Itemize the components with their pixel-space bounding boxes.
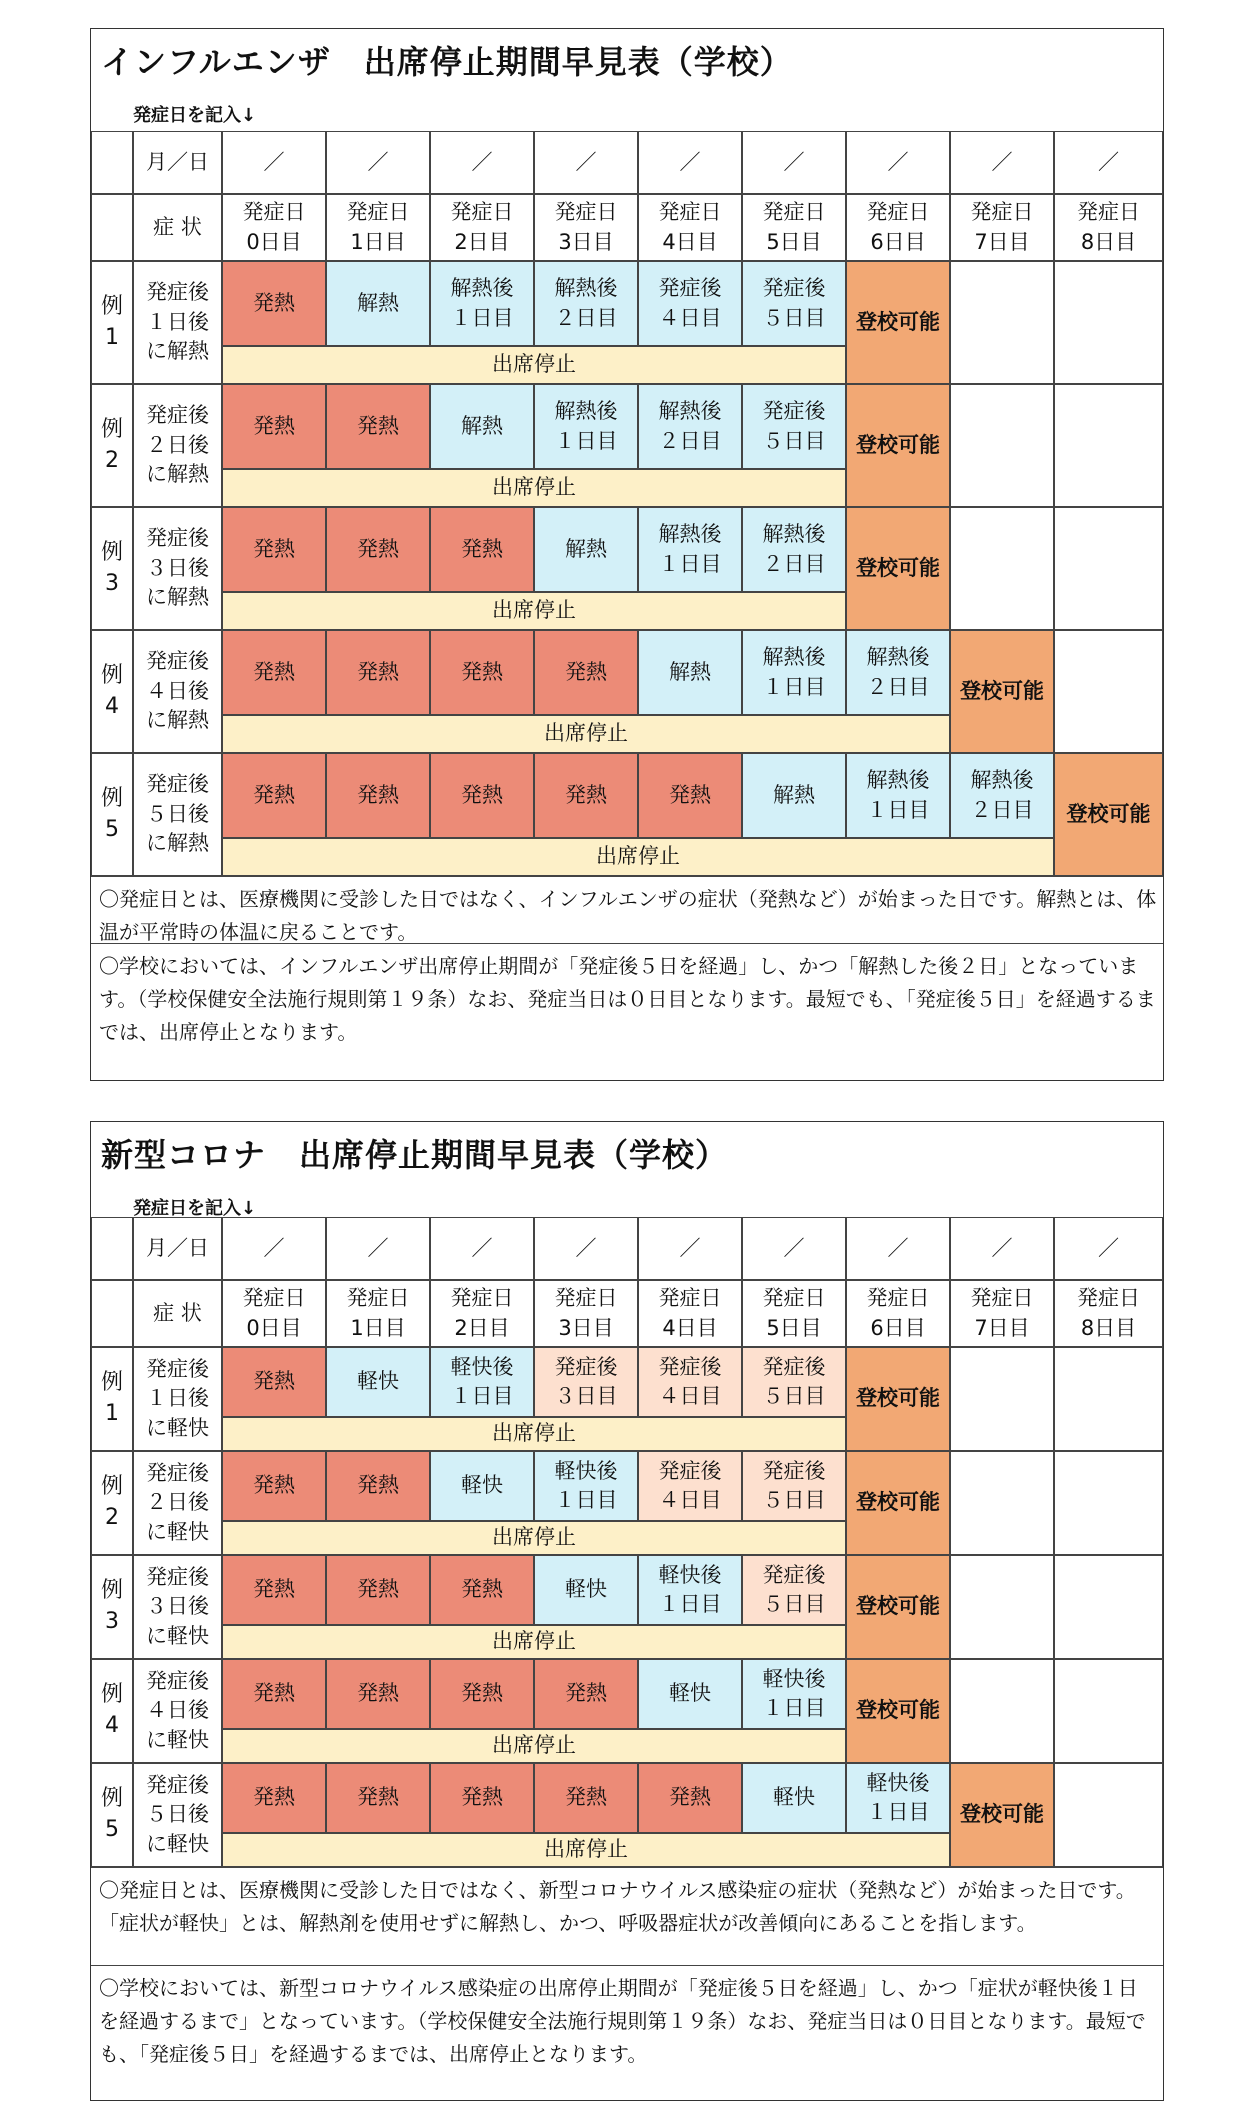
- day-header: 発症日 7日目: [950, 194, 1054, 261]
- status-cell-fall: 解熱後 １日目: [430, 261, 534, 346]
- empty-cell: [950, 261, 1054, 384]
- blank-header-cell: [91, 131, 133, 194]
- note-paragraph: 〇学校においては、新型コロナウイルス感染症の出席停止期間が「発症後５日を経過」し、かつ「症状が軽快後１日を経過するまで」となっています。（学校保健安全法施行規則第１９条）なお、発症当日は０日目となります。最短でも、「発症後５日」を経過するまでは、出席停止となります。: [91, 1965, 1163, 2071]
- status-cell-fall: 軽快: [430, 1451, 534, 1521]
- day-header: 発症日 5日目: [742, 1280, 846, 1347]
- empty-cell: [950, 384, 1054, 507]
- date-row-label: 月／日: [133, 1217, 222, 1280]
- status-cell-fever: 発熱: [222, 630, 326, 715]
- suspension-bar: 出席停止: [222, 715, 950, 753]
- example-label: 例 3: [91, 1555, 133, 1659]
- chart-title: インフルエンザ 出席停止期間早見表（学校）: [101, 43, 793, 81]
- date-input-slot[interactable]: ／: [430, 1217, 534, 1280]
- date-input-slot[interactable]: ／: [326, 1217, 430, 1280]
- empty-cell: [1054, 630, 1163, 753]
- status-cell-post: 発症後 ４日目: [638, 1347, 742, 1417]
- empty-cell: [1054, 507, 1163, 630]
- date-row-label: 月／日: [133, 131, 222, 194]
- date-input-slot[interactable]: ／: [638, 131, 742, 194]
- example-label: 例 5: [91, 1763, 133, 1867]
- note-paragraph: 〇学校においては、インフルエンザ出席停止期間が「発症後５日を経過」し、かつ「解熱した後２日」となっています。（学校保健安全法施行規則第１９条）なお、発症当日は０日目となります。最短でも、「発症後５日」を経過するまでは、出席停止となります。: [91, 943, 1163, 1049]
- status-cell-fever: 発熱: [326, 507, 430, 592]
- status-cell-fall: 解熱後 ２日目: [846, 630, 950, 715]
- status-cell-fall: 軽快: [326, 1347, 430, 1417]
- date-input-slot[interactable]: ／: [742, 131, 846, 194]
- status-cell-fever: 発熱: [222, 1555, 326, 1625]
- day-header: 発症日 1日目: [326, 194, 430, 261]
- influenza-chart: [90, 28, 1164, 1081]
- status-cell-fall: 解熱: [534, 507, 638, 592]
- example-label: 例 5: [91, 753, 133, 876]
- day-header: 発症日 4日目: [638, 1280, 742, 1347]
- day-header: 発症日 2日目: [430, 194, 534, 261]
- date-input-slot[interactable]: ／: [326, 131, 430, 194]
- return-to-school-cell: 登校可能: [846, 1451, 950, 1555]
- example-label: 例 1: [91, 261, 133, 384]
- status-cell-fever: 発熱: [222, 507, 326, 592]
- day-header: 発症日 0日目: [222, 1280, 326, 1347]
- status-cell-fever: 発熱: [430, 630, 534, 715]
- day-header: 発症日 3日目: [534, 194, 638, 261]
- suspension-bar: 出席停止: [222, 346, 846, 384]
- suspension-bar: 出席停止: [222, 592, 846, 630]
- empty-cell: [1054, 1763, 1163, 1867]
- status-cell-fever: 発熱: [326, 384, 430, 469]
- date-input-slot[interactable]: ／: [1054, 1217, 1163, 1280]
- example-description: 発症後 ５日後 に軽快: [133, 1763, 222, 1867]
- suspension-bar: 出席停止: [222, 1521, 846, 1555]
- status-cell-fever: 発熱: [638, 753, 742, 838]
- status-cell-fall: 軽快後 １日目: [638, 1555, 742, 1625]
- status-cell-fall: 軽快後 １日目: [534, 1451, 638, 1521]
- date-input-slot[interactable]: ／: [534, 1217, 638, 1280]
- example-label: 例 1: [91, 1347, 133, 1451]
- date-input-slot[interactable]: ／: [222, 131, 326, 194]
- status-cell-post: 発症後 ３日目: [534, 1347, 638, 1417]
- day-header: 発症日 6日目: [846, 194, 950, 261]
- note-paragraph: 〇発症日とは、医療機関に受診した日ではなく、インフルエンザの症状（発熱など）が始まった日です。解熱とは、体温が平常時の体温に戻ることです。: [91, 876, 1163, 949]
- symptom-row-label: 症 状: [133, 1280, 222, 1347]
- empty-cell: [950, 1451, 1054, 1555]
- status-cell-fever: 発熱: [326, 753, 430, 838]
- return-to-school-cell: 登校可能: [846, 1347, 950, 1451]
- empty-cell: [1054, 1451, 1163, 1555]
- blank-header-cell: [91, 1280, 133, 1347]
- example-label: 例 4: [91, 630, 133, 753]
- example-description: 発症後 ２日後 に解熱: [133, 384, 222, 507]
- status-cell-fall: 解熱: [638, 630, 742, 715]
- status-cell-post: 発症後 ５日目: [742, 1555, 846, 1625]
- empty-cell: [950, 1347, 1054, 1451]
- date-input-slot[interactable]: ／: [638, 1217, 742, 1280]
- status-cell-fall: 解熱: [430, 384, 534, 469]
- blank-header-cell: [91, 194, 133, 261]
- covid-chart: [90, 1121, 1164, 2101]
- suspension-bar: 出席停止: [222, 469, 846, 507]
- day-header: 発症日 8日目: [1054, 194, 1163, 261]
- status-cell-fever: 発熱: [222, 1451, 326, 1521]
- suspension-bar: 出席停止: [222, 1729, 846, 1763]
- date-input-slot[interactable]: ／: [534, 131, 638, 194]
- status-cell-fever: 発熱: [222, 261, 326, 346]
- date-input-slot[interactable]: ／: [846, 131, 950, 194]
- status-cell-post: 発症後 ４日目: [638, 1451, 742, 1521]
- date-input-slot[interactable]: ／: [222, 1217, 326, 1280]
- status-cell-fever: 発熱: [430, 1659, 534, 1729]
- example-description: 発症後 ５日後 に解熱: [133, 753, 222, 876]
- example-description: 発症後 ２日後 に軽快: [133, 1451, 222, 1555]
- status-cell-fall: 軽快後 １日目: [430, 1347, 534, 1417]
- return-to-school-cell: 登校可能: [1054, 753, 1163, 876]
- status-cell-fever: 発熱: [326, 1659, 430, 1729]
- status-cell-fever: 発熱: [534, 1763, 638, 1833]
- day-header: 発症日 6日目: [846, 1280, 950, 1347]
- example-label: 例 4: [91, 1659, 133, 1763]
- status-cell-fever: 発熱: [326, 1555, 430, 1625]
- chart-title: 新型コロナ 出席停止期間早見表（学校）: [101, 1136, 729, 1174]
- date-input-slot[interactable]: ／: [846, 1217, 950, 1280]
- status-cell-fever: 発熱: [326, 1451, 430, 1521]
- status-cell-fall: 解熱: [742, 753, 846, 838]
- return-to-school-cell: 登校可能: [846, 261, 950, 384]
- suspension-bar: 出席停止: [222, 1417, 846, 1451]
- example-description: 発症後 １日後 に解熱: [133, 261, 222, 384]
- date-input-slot[interactable]: ／: [950, 131, 1054, 194]
- day-header: 発症日 2日目: [430, 1280, 534, 1347]
- day-header: 発症日 1日目: [326, 1280, 430, 1347]
- status-cell-fever: 発熱: [222, 1659, 326, 1729]
- suspension-bar: 出席停止: [222, 1833, 950, 1867]
- status-cell-fall: 軽快後 １日目: [742, 1659, 846, 1729]
- status-cell-fall: 軽快: [534, 1555, 638, 1625]
- date-input-slot[interactable]: ／: [742, 1217, 846, 1280]
- status-cell-fever: 発熱: [222, 1347, 326, 1417]
- status-cell-fall: 解熱後 ２日目: [534, 261, 638, 346]
- status-cell-fever: 発熱: [430, 753, 534, 838]
- empty-cell: [950, 1659, 1054, 1763]
- return-to-school-cell: 登校可能: [950, 1763, 1054, 1867]
- status-cell-fever: 発熱: [534, 1659, 638, 1729]
- empty-cell: [1054, 1555, 1163, 1659]
- symptom-row-label: 症 状: [133, 194, 222, 261]
- return-to-school-cell: 登校可能: [950, 630, 1054, 753]
- status-cell-fall: 解熱後 ２日目: [950, 753, 1054, 838]
- return-to-school-cell: 登校可能: [846, 1659, 950, 1763]
- suspension-bar: 出席停止: [222, 838, 1054, 876]
- status-cell-fall: 発症後 ４日目: [638, 261, 742, 346]
- status-cell-fever: 発熱: [326, 630, 430, 715]
- empty-cell: [950, 1555, 1054, 1659]
- note-paragraph: 〇発症日とは、医療機関に受診した日ではなく、新型コロナウイルス感染症の症状（発熱など）が始まった日です。「症状が軽快」とは、解熱剤を使用せずに解熱し、かつ、呼吸器症状が改善傾向にあることを指します。: [91, 1867, 1163, 1940]
- example-description: 発症後 ３日後 に解熱: [133, 507, 222, 630]
- status-cell-fall: 解熱後 ２日目: [742, 507, 846, 592]
- status-cell-fever: 発熱: [222, 384, 326, 469]
- example-description: 発症後 ４日後 に軽快: [133, 1659, 222, 1763]
- date-input-slot[interactable]: ／: [950, 1217, 1054, 1280]
- status-cell-fever: 発熱: [222, 1763, 326, 1833]
- return-to-school-cell: 登校可能: [846, 384, 950, 507]
- status-cell-post: 発症後 ５日目: [742, 1347, 846, 1417]
- status-cell-fall: 解熱: [326, 261, 430, 346]
- day-header: 発症日 7日目: [950, 1280, 1054, 1347]
- return-to-school-cell: 登校可能: [846, 1555, 950, 1659]
- example-label: 例 2: [91, 1451, 133, 1555]
- empty-cell: [1054, 384, 1163, 507]
- status-cell-fall: 軽快: [638, 1659, 742, 1729]
- empty-cell: [1054, 1347, 1163, 1451]
- suspension-bar: 出席停止: [222, 1625, 846, 1659]
- blank-header-cell: [91, 1217, 133, 1280]
- example-description: 発症後 ４日後 に解熱: [133, 630, 222, 753]
- status-cell-fever: 発熱: [534, 753, 638, 838]
- day-header: 発症日 8日目: [1054, 1280, 1163, 1347]
- example-label: 例 3: [91, 507, 133, 630]
- status-cell-fall: 解熱後 １日目: [742, 630, 846, 715]
- status-cell-fall: 解熱後 １日目: [534, 384, 638, 469]
- status-cell-fever: 発熱: [638, 1763, 742, 1833]
- status-cell-fall: 発症後 ５日目: [742, 261, 846, 346]
- status-cell-fall: 軽快: [742, 1763, 846, 1833]
- example-description: 発症後 １日後 に軽快: [133, 1347, 222, 1451]
- day-header: 発症日 4日目: [638, 194, 742, 261]
- status-cell-fever: 発熱: [534, 630, 638, 715]
- status-cell-fever: 発熱: [430, 1763, 534, 1833]
- day-header: 発症日 3日目: [534, 1280, 638, 1347]
- status-cell-fall: 解熱後 １日目: [846, 753, 950, 838]
- date-input-slot[interactable]: ／: [1054, 131, 1163, 194]
- empty-cell: [1054, 261, 1163, 384]
- status-cell-fall: 発症後 ５日目: [742, 384, 846, 469]
- status-cell-fall: 解熱後 １日目: [638, 507, 742, 592]
- onset-date-hint: 発症日を記入↓: [133, 105, 257, 126]
- status-cell-fever: 発熱: [430, 507, 534, 592]
- status-cell-fever: 発熱: [430, 1555, 534, 1625]
- status-cell-fever: 発熱: [326, 1763, 430, 1833]
- example-description: 発症後 ３日後 に軽快: [133, 1555, 222, 1659]
- date-input-slot[interactable]: ／: [430, 131, 534, 194]
- day-header: 発症日 0日目: [222, 194, 326, 261]
- status-cell-fall: 解熱後 ２日目: [638, 384, 742, 469]
- empty-cell: [950, 507, 1054, 630]
- example-label: 例 2: [91, 384, 133, 507]
- empty-cell: [1054, 1659, 1163, 1763]
- status-cell-fall: 軽快後 １日目: [846, 1763, 950, 1833]
- return-to-school-cell: 登校可能: [846, 507, 950, 630]
- status-cell-fever: 発熱: [222, 753, 326, 838]
- day-header: 発症日 5日目: [742, 194, 846, 261]
- status-cell-post: 発症後 ５日目: [742, 1451, 846, 1521]
- onset-date-hint: 発症日を記入↓: [133, 1198, 257, 1219]
